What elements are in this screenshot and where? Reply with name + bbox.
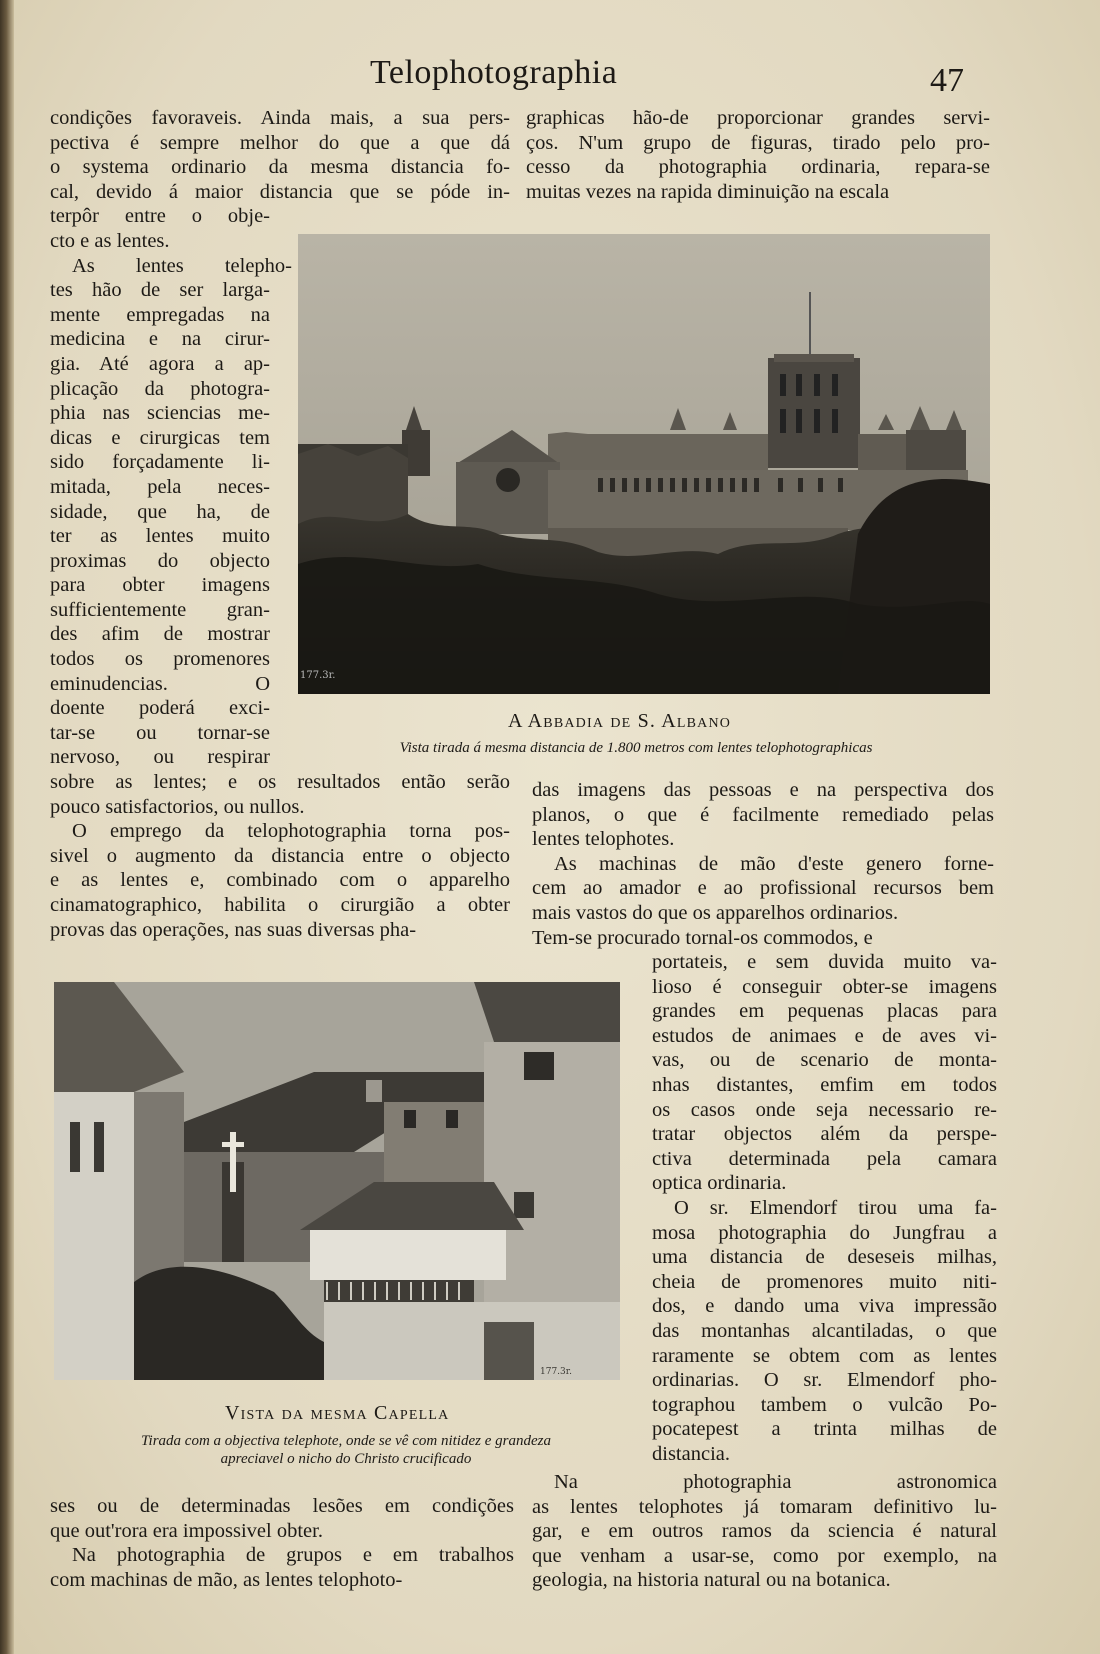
abbey-illustration	[298, 234, 990, 694]
text-line: cesso da photographia ordinaria, repara-se	[526, 156, 990, 179]
chapel-photo	[54, 982, 620, 1380]
right-column-text-lower	[652, 950, 997, 1466]
text-line: plicação da photogra-	[50, 377, 270, 400]
text-line: phia nas sciencias me-	[50, 402, 270, 425]
text-line: cheia de promenores muito niti-	[652, 1270, 997, 1293]
text-line: raramente se obtem com as lentes	[652, 1344, 997, 1367]
text-line: todos os promenores	[50, 648, 270, 671]
text-line: Na photographia de grupos e em trabalhos	[72, 1544, 514, 1567]
text-line: mais vastos do que os apparelhos ordinarios.	[532, 901, 899, 924]
right-column-text-middle	[532, 778, 994, 950]
text-line: Na photographia astronomica	[554, 1471, 997, 1493]
text-line: os casos onde seja necessario re-	[652, 1098, 997, 1121]
text-line: planos, o que é facilmente remediado pelas	[532, 803, 994, 826]
page-number: 47	[930, 62, 964, 99]
text-line: gia. Até agora a ap-	[50, 352, 270, 375]
text-line: O emprego da telophotographia torna pos-	[72, 820, 510, 843]
abbey-caption-title: A Abbadia de S. Albano	[508, 710, 732, 732]
text-line: o systema ordinario da mesma distancia fo-	[50, 156, 510, 179]
text-line: des afim de mostrar	[50, 623, 270, 646]
text-line: condições favoraveis. Ainda mais, a sua pers-	[50, 107, 510, 129]
text-line: optica ordinaria.	[652, 1172, 787, 1195]
text-line: sido forçadamente li-	[50, 451, 270, 474]
text-line: nervoso, ou respirar	[50, 746, 270, 769]
text-line: medicina e na cirur-	[50, 328, 270, 351]
text-line: eminudencias. O	[50, 672, 270, 695]
text-line: tographou tambem o vulcão Po-	[652, 1393, 997, 1416]
page-binding-edge	[0, 0, 14, 1654]
text-line: muitas vezes na rapida diminuição na escala	[526, 180, 890, 203]
page-title: Telophotographia	[370, 54, 618, 91]
text-line: sivel o augmento da distancia entre o objecto	[50, 844, 510, 867]
text-line: tratar objectos além da perspe-	[652, 1123, 997, 1146]
text-line: sobre as lentes; e os resultados então serão	[50, 771, 510, 794]
text-line: para obter imagens	[50, 574, 270, 597]
text-line: dos, e dando uma viva impressão	[652, 1295, 997, 1318]
text-line: geologia, na historia natural ou na botanica.	[532, 1569, 891, 1592]
text-line: mosa photographia do Jungfrau a	[652, 1221, 997, 1244]
text-line: As machinas de mão d'este genero forne-	[554, 852, 994, 875]
text-line: lentes telophotes.	[532, 828, 675, 851]
text-line: vas, ou de scenario de monta-	[652, 1049, 997, 1072]
text-line: uma distancia de deseseis milhas,	[652, 1246, 997, 1269]
text-line: ordinarias. O sr. Elmendorf pho-	[652, 1369, 997, 1392]
text-line: sidade, que ha, de	[50, 500, 270, 523]
chapel-engraver-mark: 177.3r.	[540, 1367, 572, 1377]
text-line: com machinas de mão, as lentes telophoto-	[50, 1568, 403, 1591]
chapel-caption-title: Vista da mesma Capella	[225, 1402, 450, 1424]
text-line: grandes em pequenas placas para	[652, 1000, 997, 1023]
text-line: cem ao amador e ao profissional recursos bem	[532, 877, 994, 900]
text-line: ses ou de determinadas lesões em condições	[50, 1495, 514, 1517]
abbey-caption-sub: Vista tirada á mesma distancia de 1.800 metros com lentes telophotographicas	[399, 740, 873, 756]
text-line: ços. N'um grupo de figuras, tirado pelo pro-	[526, 131, 990, 154]
text-line: pocatepest a trinta milhas de	[652, 1418, 997, 1441]
text-line: doente poderá exci-	[50, 697, 270, 720]
text-line: as lentes telophotes já tomaram definitivo lu-	[532, 1495, 997, 1518]
text-line: O sr. Elmendorf tirou uma fa-	[674, 1196, 997, 1219]
text-line: terpôr entre o obje-	[50, 205, 270, 228]
chapel-caption-sub-1: Tirada com a objectiva telephote, onde se vê com nitidez e grandeza	[141, 1433, 551, 1449]
text-line: cinamatographico, habilita o cirurgião a obter	[50, 894, 510, 916]
text-line: As lentes telepho-	[72, 254, 292, 277]
text-line: pouco satisfactorios, ou nullos.	[50, 795, 305, 818]
text-line: das montanhas alcantiladas, o que	[652, 1319, 997, 1342]
right-column-text-bottom	[532, 1470, 997, 1593]
text-line: pectiva é sempre melhor do que a que dá	[50, 131, 510, 154]
abbey-engraver-mark: 177.3r.	[300, 670, 336, 681]
text-line: nhas distantes, emfim em todos	[652, 1073, 997, 1096]
text-line: ter as lentes muito	[50, 525, 270, 548]
chapel-illustration	[54, 982, 620, 1380]
text-line: lioso é conseguir obter-se imagens	[652, 975, 997, 998]
text-line: dicas e cirurgicas tem	[50, 426, 270, 449]
text-line: tes hão de ser larga-	[50, 279, 270, 302]
text-line: distancia.	[652, 1442, 730, 1465]
text-line: e as lentes e, combinado com o apparelho	[50, 869, 510, 892]
text-line: que out'rora era impossivel obter.	[50, 1519, 323, 1542]
text-line: provas das operações, nas suas diversas pha-	[50, 918, 417, 941]
text-line: cal, devido á maior distancia que se póde in-	[50, 180, 510, 203]
text-line: tar-se ou tornar-se	[50, 721, 270, 744]
abbey-photo	[298, 234, 990, 694]
text-line: graphicas hão-de proporcionar grandes servi-	[526, 107, 990, 129]
text-line: Tem-se procurado tornal-os commodos, e	[532, 926, 873, 949]
text-line: estudos de animaes e de aves vi-	[652, 1024, 997, 1047]
left-column-text-bottom	[50, 1494, 514, 1592]
right-column-text-top	[526, 106, 990, 204]
text-line: das imagens das pessoas e na perspectiva dos	[532, 779, 994, 801]
chapel-caption-sub-2: apreciavel o nicho do Christo crucificado	[220, 1451, 472, 1467]
text-line: mitada, pela neces-	[50, 475, 270, 498]
text-line: mente empregadas na	[50, 303, 270, 326]
text-line: proximas do objecto	[50, 549, 270, 572]
text-line: que venham a usar-se, como por exemplo, na	[532, 1544, 997, 1567]
text-line: sufficientemente gran-	[50, 598, 270, 621]
text-line: portateis, e sem duvida muito va-	[652, 951, 997, 973]
text-line: cto e as lentes.	[50, 229, 170, 252]
text-line: ctiva determinada pela camara	[652, 1147, 997, 1170]
text-line: gar, e em outros ramos da sciencia é natural	[532, 1520, 997, 1543]
